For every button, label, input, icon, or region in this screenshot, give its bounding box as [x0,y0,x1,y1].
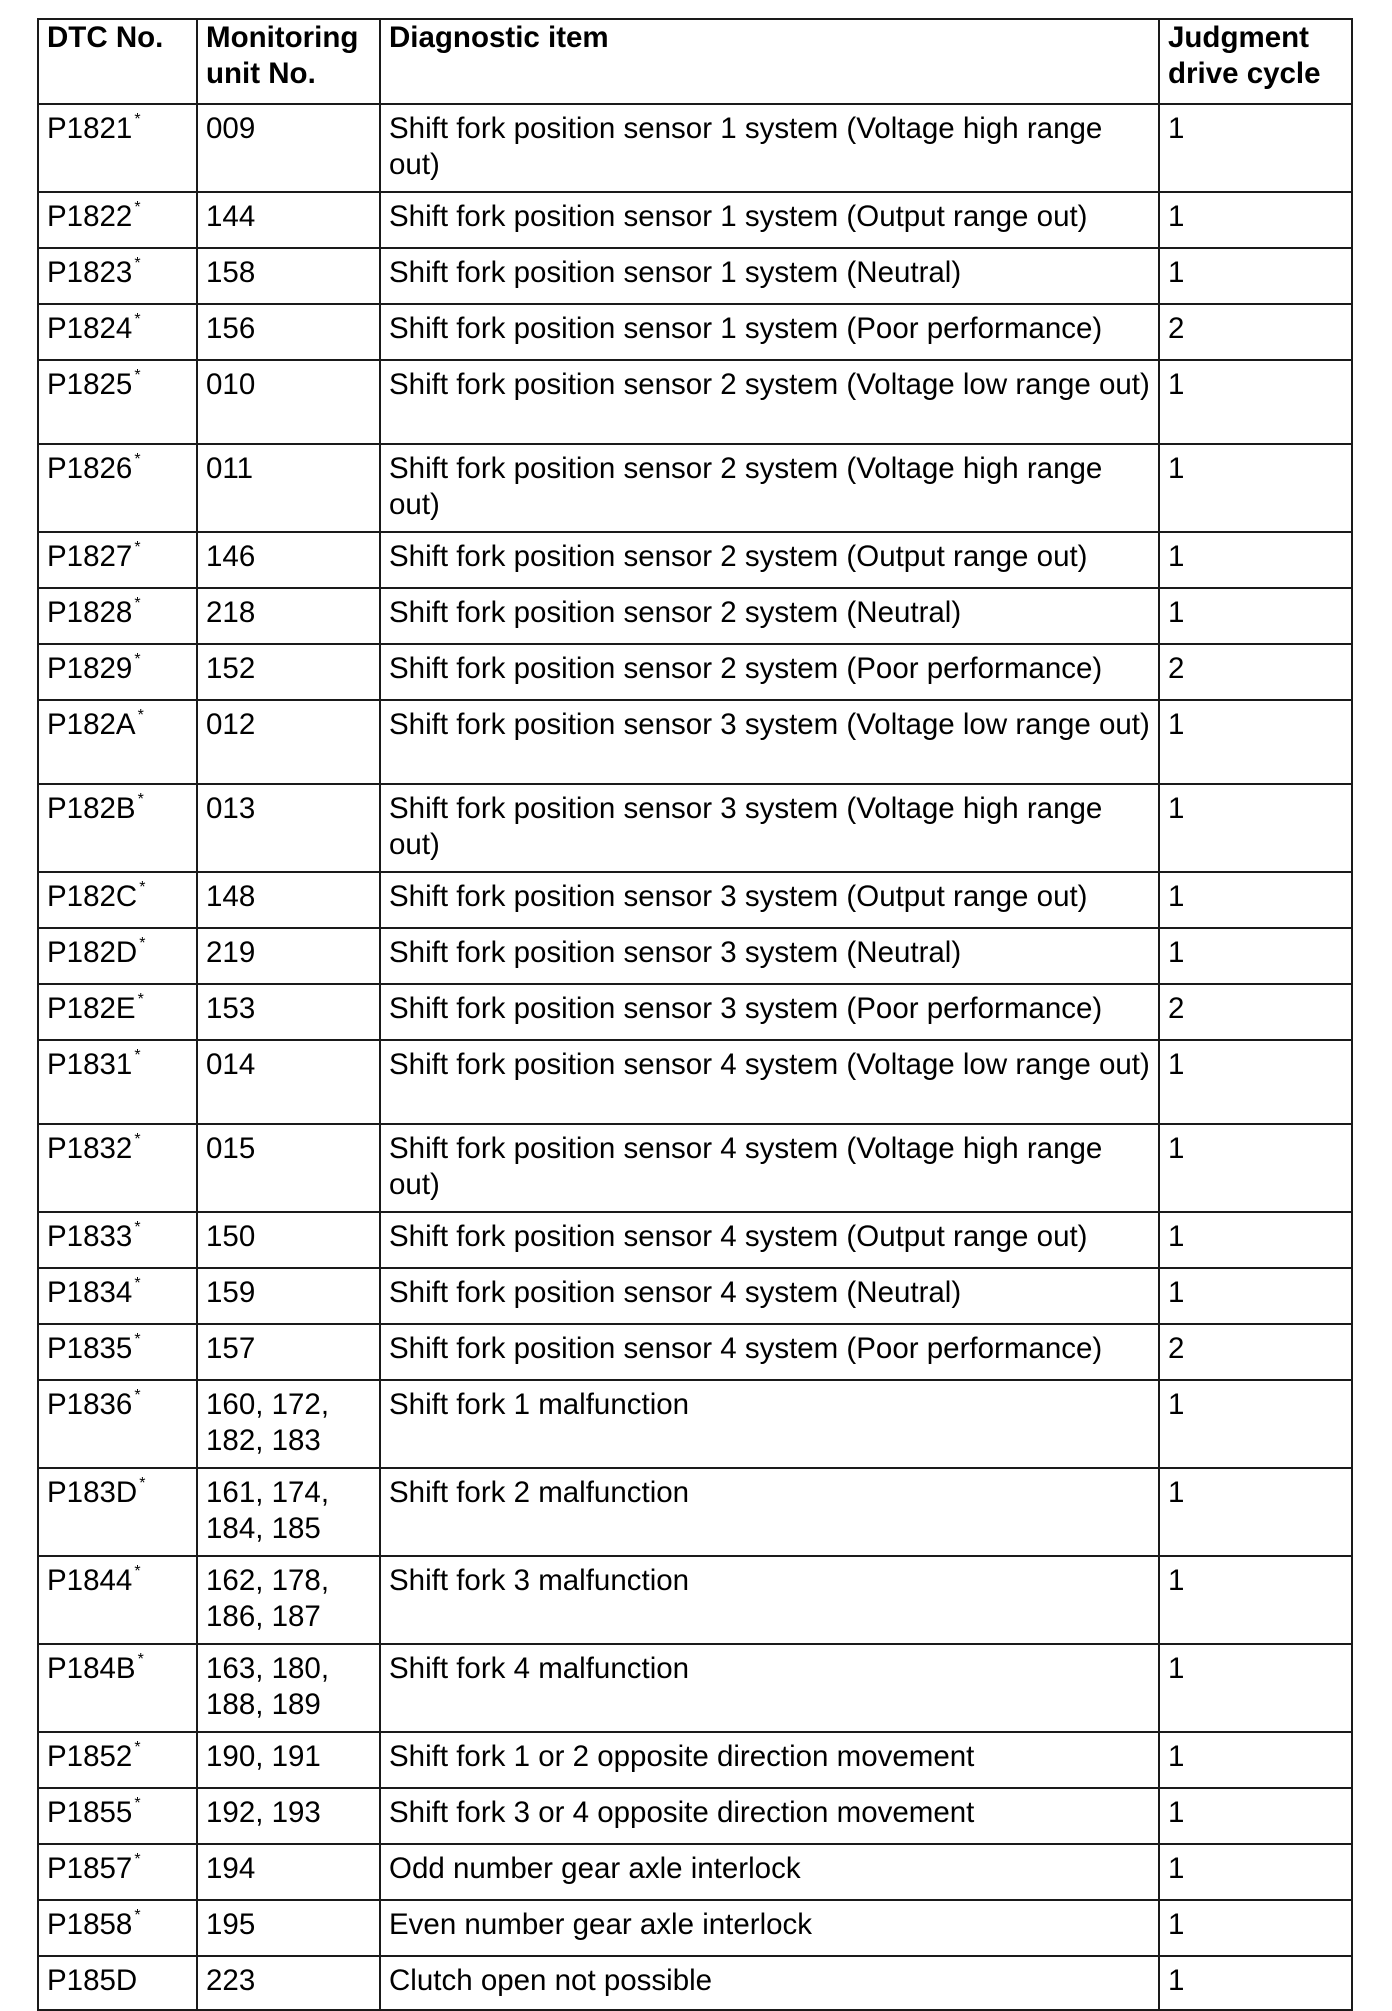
dtc-code: P1827 [47,540,133,573]
monitoring-unit-cell: 195 [197,1900,380,1956]
table-row [38,1324,1352,1380]
diagnostic-item-cell: Shift fork position sensor 1 system (Output range out) [380,192,1159,248]
monitoring-unit-cell: 218 [197,588,380,644]
diagnostic-item-cell: Shift fork position sensor 4 system (Poor performance) [380,1324,1159,1380]
judgment-drive-cycle-cell: 1 [1159,444,1352,532]
judgment-drive-cycle-cell: 1 [1159,192,1352,248]
dtc-cell [38,984,197,1040]
dtc-code: P185D [47,1964,138,1997]
diagnostic-item-cell: Shift fork 4 malfunction [380,1644,1159,1732]
monitoring-unit-cell: 162, 178, 186, 187 [197,1556,380,1644]
dtc-cell [38,444,197,532]
asterisk-mark: * [134,651,141,668]
asterisk-mark: * [134,367,141,384]
header-row [38,19,1352,104]
diagnostic-item-cell: Shift fork position sensor 2 system (Voltage low range out) [380,360,1159,444]
judgment-drive-cycle-cell: 1 [1159,360,1352,444]
judgment-drive-cycle-cell: 1 [1159,1732,1352,1788]
table-row [38,1124,1352,1212]
dtc-code: P1831 [47,1048,133,1081]
table-row [38,588,1352,644]
dtc-code: P1852 [47,1740,133,1773]
asterisk-mark: * [137,707,144,724]
monitoring-unit-cell: 011 [197,444,380,532]
dtc-code: P1834 [47,1276,133,1309]
monitoring-unit-cell: 163, 180, 188, 189 [197,1644,380,1732]
dtc-code: P1858 [47,1908,133,1941]
dtc-cell [38,1900,197,1956]
dtc-cell [38,1040,197,1124]
dtc-cell [38,1956,197,2010]
table-row [38,984,1352,1040]
diagnostic-item-cell: Shift fork position sensor 2 system (Voltage high range out) [380,444,1159,532]
judgment-drive-cycle-cell: 1 [1159,1956,1352,2010]
dtc-code: P1844 [47,1564,133,1597]
asterisk-mark: * [134,451,141,468]
diagnostic-item-cell: Shift fork 3 or 4 opposite direction movement [380,1788,1159,1844]
dtc-cell [38,700,197,784]
monitoring-unit-cell: 146 [197,532,380,588]
table-row [38,1900,1352,1956]
table-row [38,1212,1352,1268]
diagnostic-item-cell: Shift fork 1 or 2 opposite direction movement [380,1732,1159,1788]
judgment-drive-cycle-cell: 1 [1159,588,1352,644]
dtc-code: P182C [47,880,138,913]
monitoring-unit-cell: 150 [197,1212,380,1268]
asterisk-mark: * [134,111,141,128]
header-monitoring-unit-no: Monitoring unit No. [197,19,380,104]
monitoring-unit-cell: 194 [197,1844,380,1900]
judgment-drive-cycle-cell: 1 [1159,700,1352,784]
monitoring-unit-cell: 148 [197,872,380,928]
dtc-cell [38,872,197,928]
table-row [38,700,1352,784]
monitoring-unit-cell: 144 [197,192,380,248]
judgment-drive-cycle-cell: 1 [1159,1900,1352,1956]
asterisk-mark: * [134,1387,141,1404]
diagnostic-item-cell: Shift fork position sensor 2 system (Neutral) [380,588,1159,644]
diagnostic-item-cell: Shift fork position sensor 4 system (Neutral) [380,1268,1159,1324]
table-row [38,1732,1352,1788]
asterisk-mark: * [137,991,144,1008]
dtc-code: P1855 [47,1796,133,1829]
asterisk-mark: * [137,1651,144,1668]
monitoring-unit-cell: 009 [197,104,380,192]
monitoring-unit-cell: 158 [197,248,380,304]
monitoring-unit-cell: 152 [197,644,380,700]
table-row [38,784,1352,872]
dtc-table [37,18,1353,2011]
judgment-drive-cycle-cell: 1 [1159,1124,1352,1212]
table-row [38,1556,1352,1644]
dtc-code: P182B [47,792,136,825]
asterisk-mark: * [134,1563,141,1580]
judgment-drive-cycle-cell: 1 [1159,1556,1352,1644]
table-row [38,444,1352,532]
asterisk-mark: * [134,1275,141,1292]
monitoring-unit-cell: 192, 193 [197,1788,380,1844]
table-row [38,1468,1352,1556]
judgment-drive-cycle-cell: 1 [1159,1844,1352,1900]
judgment-drive-cycle-cell: 2 [1159,304,1352,360]
diagnostic-item-cell: Shift fork position sensor 2 system (Output range out) [380,532,1159,588]
monitoring-unit-cell: 012 [197,700,380,784]
judgment-drive-cycle-cell: 1 [1159,1380,1352,1468]
asterisk-mark: * [134,1219,141,1236]
judgment-drive-cycle-cell: 2 [1159,644,1352,700]
table-row [38,1844,1352,1900]
asterisk-mark: * [134,1047,141,1064]
dtc-cell [38,304,197,360]
dtc-cell [38,784,197,872]
dtc-code: P1824 [47,312,133,345]
dtc-code: P1822 [47,200,133,233]
dtc-code: P1835 [47,1332,133,1365]
monitoring-unit-cell: 157 [197,1324,380,1380]
dtc-code: P1833 [47,1220,133,1253]
asterisk-mark: * [134,539,141,556]
dtc-cell [38,644,197,700]
asterisk-mark: * [134,311,141,328]
monitoring-unit-cell: 159 [197,1268,380,1324]
dtc-code: P1829 [47,652,133,685]
asterisk-mark: * [139,935,146,952]
dtc-cell [38,532,197,588]
judgment-drive-cycle-cell: 2 [1159,984,1352,1040]
diagnostic-item-cell: Shift fork position sensor 4 system (Voltage high range out) [380,1124,1159,1212]
diagnostic-item-cell: Shift fork position sensor 3 system (Neutral) [380,928,1159,984]
table-body [38,104,1352,2010]
table-row [38,1788,1352,1844]
table-row [38,104,1352,192]
monitoring-unit-cell: 014 [197,1040,380,1124]
asterisk-mark: * [134,1331,141,1348]
dtc-code: P182D [47,936,138,969]
judgment-drive-cycle-cell: 2 [1159,1324,1352,1380]
table-row [38,1268,1352,1324]
monitoring-unit-cell: 153 [197,984,380,1040]
diagnostic-item-cell: Shift fork position sensor 4 system (Output range out) [380,1212,1159,1268]
dtc-cell [38,192,197,248]
judgment-drive-cycle-cell: 1 [1159,1644,1352,1732]
diagnostic-item-cell: Shift fork position sensor 1 system (Poor performance) [380,304,1159,360]
asterisk-mark: * [134,199,141,216]
dtc-cell [38,1844,197,1900]
dtc-cell [38,360,197,444]
dtc-code: P1857 [47,1852,133,1885]
table-row [38,1040,1352,1124]
monitoring-unit-cell: 013 [197,784,380,872]
header-judgment-drive-cycle: Judgment drive cycle [1159,19,1352,104]
dtc-cell [38,1212,197,1268]
dtc-cell [38,1124,197,1212]
dtc-code: P182E [47,992,136,1025]
dtc-cell [38,1556,197,1644]
dtc-cell [38,248,197,304]
dtc-cell [38,1644,197,1732]
judgment-drive-cycle-cell: 1 [1159,1040,1352,1124]
header-dtc-no: DTC No. [38,19,197,104]
dtc-code: P184B [47,1652,136,1685]
dtc-cell [38,1324,197,1380]
dtc-cell [38,1788,197,1844]
dtc-cell [38,1380,197,1468]
monitoring-unit-cell: 015 [197,1124,380,1212]
dtc-code: P182A [47,708,136,741]
judgment-drive-cycle-cell: 1 [1159,1268,1352,1324]
diagnostic-item-cell: Clutch open not possible [380,1956,1159,2010]
monitoring-unit-cell: 160, 172, 182, 183 [197,1380,380,1468]
diagnostic-item-cell: Odd number gear axle interlock [380,1844,1159,1900]
table-row [38,1956,1352,2010]
diagnostic-item-cell: Shift fork 1 malfunction [380,1380,1159,1468]
dtc-cell [38,1268,197,1324]
asterisk-mark: * [134,1851,141,1868]
judgment-drive-cycle-cell: 1 [1159,532,1352,588]
asterisk-mark: * [134,1739,141,1756]
diagnostic-item-cell: Shift fork 2 malfunction [380,1468,1159,1556]
table-row [38,304,1352,360]
table-row [38,1644,1352,1732]
table-row [38,928,1352,984]
diagnostic-item-cell: Shift fork position sensor 4 system (Voltage low range out) [380,1040,1159,1124]
dtc-cell [38,1468,197,1556]
judgment-drive-cycle-cell: 1 [1159,1212,1352,1268]
diagnostic-item-cell: Shift fork position sensor 1 system (Voltage high range out) [380,104,1159,192]
dtc-code: P183D [47,1476,138,1509]
judgment-drive-cycle-cell: 1 [1159,784,1352,872]
judgment-drive-cycle-cell: 1 [1159,248,1352,304]
asterisk-mark: * [139,879,146,896]
monitoring-unit-cell: 219 [197,928,380,984]
diagnostic-item-cell: Even number gear axle interlock [380,1900,1159,1956]
asterisk-mark: * [134,1131,141,1148]
asterisk-mark: * [134,255,141,272]
judgment-drive-cycle-cell: 1 [1159,1788,1352,1844]
diagnostic-item-cell: Shift fork position sensor 2 system (Poor performance) [380,644,1159,700]
dtc-code: P1828 [47,596,133,629]
table-row [38,1380,1352,1468]
judgment-drive-cycle-cell: 1 [1159,104,1352,192]
asterisk-mark: * [139,1475,146,1492]
header-diagnostic-item: Diagnostic item [380,19,1159,104]
table-row [38,360,1352,444]
dtc-code: P1821 [47,112,133,145]
dtc-code: P1832 [47,1132,133,1165]
dtc-cell [38,928,197,984]
monitoring-unit-cell: 223 [197,1956,380,2010]
dtc-code: P1836 [47,1388,133,1421]
dtc-code: P1825 [47,368,133,401]
asterisk-mark: * [134,1907,141,1924]
table-row [38,248,1352,304]
asterisk-mark: * [137,791,144,808]
monitoring-unit-cell: 156 [197,304,380,360]
diagnostic-item-cell: Shift fork 3 malfunction [380,1556,1159,1644]
judgment-drive-cycle-cell: 1 [1159,872,1352,928]
dtc-cell [38,1732,197,1788]
judgment-drive-cycle-cell: 1 [1159,1468,1352,1556]
table-row [38,192,1352,248]
monitoring-unit-cell: 190, 191 [197,1732,380,1788]
diagnostic-item-cell: Shift fork position sensor 3 system (Output range out) [380,872,1159,928]
judgment-drive-cycle-cell: 1 [1159,928,1352,984]
dtc-cell [38,588,197,644]
table-row [38,532,1352,588]
table-row [38,872,1352,928]
asterisk-mark: * [134,595,141,612]
diagnostic-item-cell: Shift fork position sensor 1 system (Neutral) [380,248,1159,304]
asterisk-mark: * [134,1795,141,1812]
dtc-code: P1823 [47,256,133,289]
diagnostic-item-cell: Shift fork position sensor 3 system (Poor performance) [380,984,1159,1040]
dtc-code: P1826 [47,452,133,485]
monitoring-unit-cell: 010 [197,360,380,444]
diagnostic-item-cell: Shift fork position sensor 3 system (Voltage high range out) [380,784,1159,872]
dtc-cell [38,104,197,192]
monitoring-unit-cell: 161, 174, 184, 185 [197,1468,380,1556]
table-row [38,644,1352,700]
diagnostic-item-cell: Shift fork position sensor 3 system (Voltage low range out) [380,700,1159,784]
